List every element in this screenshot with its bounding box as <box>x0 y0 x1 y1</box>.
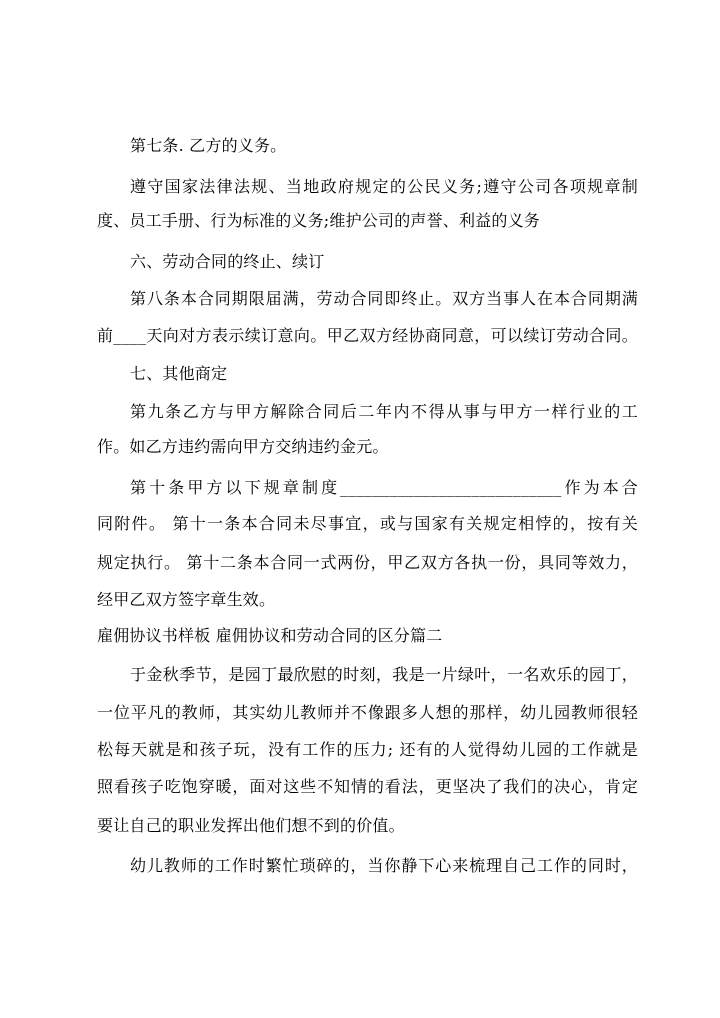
section-heading: 雇佣协议书样板 雇佣协议和劳动合同的区分篇二 <box>97 626 443 645</box>
paragraph-line: 幼儿教师的工作时繁忙琐碎的，当你静下心来梳理自己工作的同时， <box>130 856 638 875</box>
paragraph-line: 同附件。 第十一条本合同未尽事宜，或与国家有关规定相悖的，按有关 <box>97 514 638 533</box>
paragraph-line: 遵守国家法律法规、当地政府规定的公民义务;遵守公司各项规章制 <box>130 177 638 196</box>
paragraph-line: 规定执行。 第十二条本合同一式两份，甲乙双方各执一份，具同等效力， <box>97 553 638 572</box>
paragraph-line: 第九条乙方与甲方解除合同后二年内不得从事与甲方一样行业的工 <box>130 402 638 421</box>
paragraph-line: 要让自己的职业发挥出他们想不到的价值。 <box>97 816 405 835</box>
paragraph-line: 作。如乙方违约需向甲方交纳违约金元。 <box>97 437 389 456</box>
paragraph-line: 松每天就是和孩子玩，没有工作的压力; 还有的人觉得幼儿园的工作就是 <box>97 740 638 759</box>
paragraph-line: 于金秋季节，是园丁最欣慰的时刻，我是一片绿叶，一名欢乐的园丁， <box>130 665 638 684</box>
paragraph-line: 照看孩子吃饱穿暖，面对这些不知情的看法，更坚决了我们的决心，肯定 <box>97 777 638 796</box>
paragraph-line: 第八条本合同期限届满，劳动合同即终止。双方当事人在本合同期满 <box>130 289 638 308</box>
paragraph-line: 度、员工手册、行为标准的义务;维护公司的声誉、利益的义务 <box>97 211 540 230</box>
paragraph-line: 第十条甲方以下规章制度___________________________作为本合 <box>130 478 638 497</box>
section-7-heading: 七、其他商定 <box>130 364 228 383</box>
article-7-heading: 第七条. 乙方的义务。 <box>130 136 287 155</box>
section-6-heading: 六、劳动合同的终止、续订 <box>130 252 325 271</box>
paragraph-line: 一位平凡的教师，其实幼儿教师并不像跟多人想的那样，幼儿园教师很轻 <box>97 703 638 722</box>
paragraph-line: 经甲乙双方签字章生效。 <box>97 590 276 609</box>
paragraph-line: 前____天向对方表示续订意向。甲乙双方经协商同意，可以续订劳动合同。 <box>97 326 638 345</box>
